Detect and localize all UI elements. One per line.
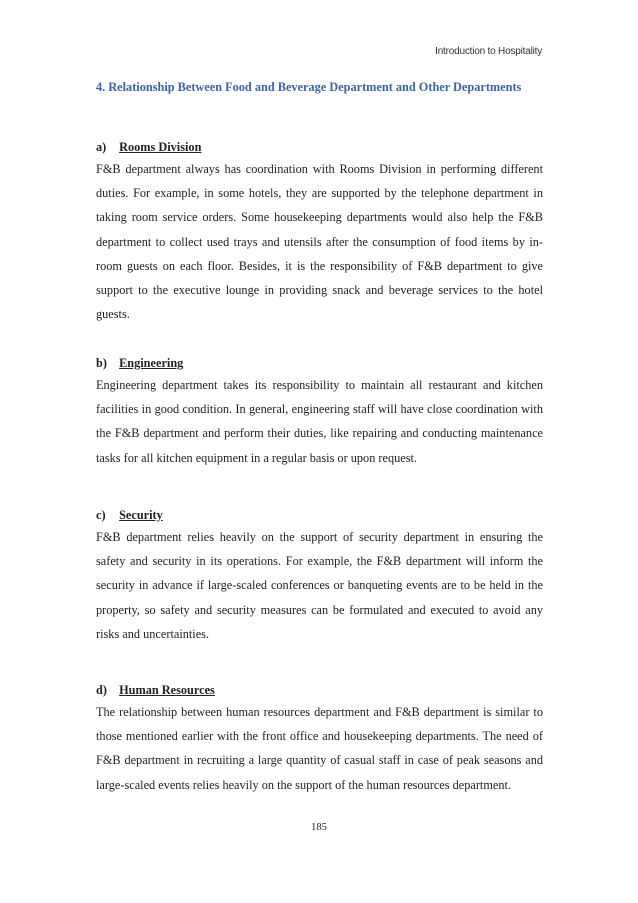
- section-heading: [96, 505, 543, 525]
- section-letter: c): [96, 508, 106, 522]
- section-rooms-division: [96, 137, 543, 326]
- section-body: F&B department always has coordination with Rooms Division in performing different duties. For example, in some hotels, they are supported by the telephone department in taking room service orders. Some housekeeping departments would also help the F&B department to collect used trays and utensils after the consumption of food items by in-room guests on each floor. Besides, it is the responsibility of F&B department to give support to the executive lounge in providing snack and beverage services to the hotel guests.: [96, 162, 543, 322]
- section-engineering: [96, 353, 543, 470]
- section-heading: [96, 353, 543, 373]
- section-body: Engineering department takes its responsibility to maintain all restaurant and kitchen facilities in good condition. In general, engineering staff will have close coordination with the F&B department and perform their duties, like repairing and conducting maintenance tasks for all kitchen equipment in a regular basis or upon request.: [96, 378, 543, 465]
- section-body: The relationship between human resources department and F&B department is similar to those mentioned earlier with the front office and housekeeping departments. The need of F&B department in recruiting a large quantity of casual staff in case of peak seasons and large-scaled events relies heavily on the support of the human resources department.: [96, 705, 543, 792]
- running-header: Introduction to Hospitality: [435, 46, 542, 57]
- section-human-resources: [96, 680, 543, 797]
- section-letter: d): [96, 683, 107, 697]
- section-title: Engineering: [119, 356, 184, 370]
- section-heading: [96, 137, 543, 157]
- section-body: F&B department relies heavily on the support of security department in ensuring the safety and security in its operations. For example, the F&B department will inform the security in advance if large-scaled conferences or banqueting events are to be held in the property, so safety and security measures can be formulated and executed to avoid any risks and uncertainties.: [96, 530, 543, 641]
- section-security: [96, 505, 543, 646]
- section-letter: b): [96, 356, 107, 370]
- section-letter: a): [96, 140, 107, 154]
- chapter-heading: 4. Relationship Between Food and Beverage Department and Other Departments: [96, 80, 522, 94]
- section-title: Human Resources: [119, 683, 215, 697]
- section-title: Security: [119, 508, 163, 522]
- page-number: 185: [311, 822, 327, 833]
- section-title: Rooms Division: [119, 140, 202, 154]
- section-heading: [96, 680, 543, 700]
